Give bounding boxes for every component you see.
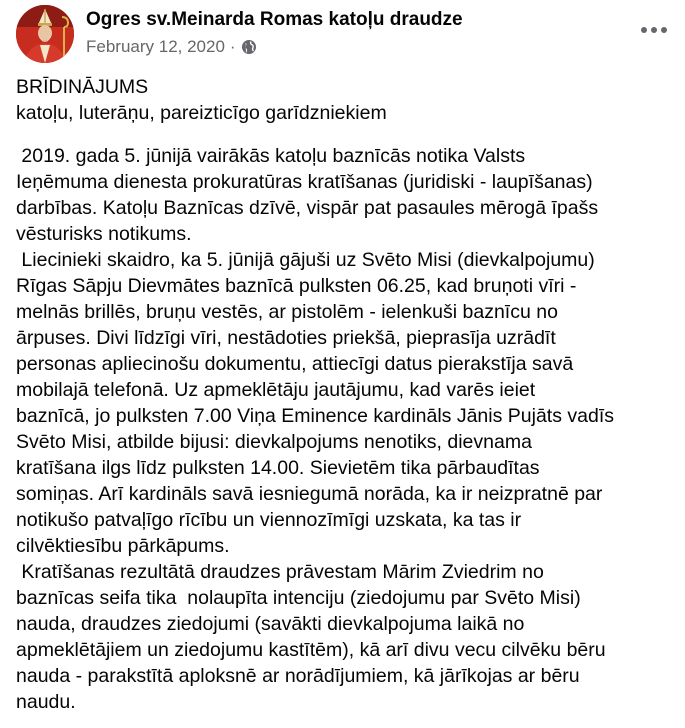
post-body-line: 2019. gada 5. jūnijā vairākās katoļu baznīcās notika Valsts — [16, 145, 526, 167]
post-body-line: ārpuses. Divi līdzīgi vīri, nestādoties priekšā, pieprasīja uzrādīt — [16, 327, 556, 349]
page-name-link[interactable]: Ogres sv.Meinarda Romas katoļu draudze — [86, 9, 463, 30]
post-body-line: baznīcas seifa tika nolaupīta intenciju (ziedojumu par Svēto Misi) — [16, 587, 581, 609]
bishop-portrait-icon — [16, 5, 74, 63]
more-options-icon — [641, 27, 647, 33]
post-body-line: notikušo patvaļīgo rīcību un viennozīmīgi uzskata, ka tas ir — [16, 509, 522, 531]
post-body-line: baznīcā, jo pulksten 7.00 Viņa Eminence kardināls Jānis Pujāts vadīs — [16, 405, 614, 427]
post-body-line: nauda, draudzes ziedojumi (savākti dievkalpojuma laikā no — [16, 613, 525, 635]
globe-icon[interactable] — [241, 39, 257, 55]
post-body-line: personas apliecinošu dokumentu, attiecīgi datus pierakstīja savā — [16, 353, 574, 375]
more-options-icon-dot — [661, 27, 667, 33]
post-body-line: mobilajā telefonā. Uz apmeklētāju jautājumu, kad varēs ieiet — [16, 379, 536, 401]
meta-separator: · — [229, 37, 236, 56]
post-body-line: naudu. — [16, 691, 76, 713]
paragraph-gap — [16, 126, 676, 143]
more-options-button[interactable] — [636, 16, 672, 44]
post-header — [0, 0, 685, 68]
post-body-line: darbības. Katoļu Baznīcas dzīvē, vispār pat pasaules mērogā īpašs — [16, 197, 599, 219]
post-body-line: vēsturisks notikums. — [16, 223, 192, 245]
post-body-line: Svēto Misi, atbilde bijusi: dievkalpojums nenotiks, dievnama — [16, 431, 532, 453]
post-body-line: Liecinieki skaidro, ka 5. jūnijā gājuši uz Svēto Misi (dievkalpojumu) — [16, 249, 595, 271]
post-text — [16, 74, 676, 715]
post-body-line: apmeklētājiem un ziedojumu kastītēm), kā arī divu vecu cilvēku bēru — [16, 639, 606, 661]
post-body-line: Ieņēmuma dienesta prokuratūras kratīšanas (juridiski - laupīšanas) — [16, 171, 593, 193]
post-meta — [86, 37, 257, 57]
post-body-line: cilvēktiesību pārkāpums. — [16, 535, 230, 557]
post-body-line: kratīšana ilgs līdz pulksten 14.00. Sievietēm tika pārbaudītas — [16, 457, 540, 479]
post-heading-line: katoļu, luterāņu, pareizticīgo garīdzniekiem — [16, 102, 387, 124]
post-body-line: Rīgas Sāpju Dievmātes baznīcā pulksten 06.25, kad bruņoti vīri - — [16, 275, 577, 297]
post-body-line: Kratīšanas rezultātā draudzes prāvestam Mārim Zviedrim no — [16, 561, 544, 583]
more-options-icon-dot — [651, 27, 657, 33]
post-heading-line: BRĪDINĀJUMS — [16, 76, 149, 98]
page-avatar[interactable] — [16, 5, 74, 63]
post-date-link[interactable]: February 12, 2020 — [86, 37, 225, 56]
post-body-line: nauda - parakstītā aploksnē ar norādījumiem, kā jārīkojas ar bēru — [16, 665, 580, 687]
post-body-line: melnās brillēs, bruņu vestēs, ar pistolēm - ielenkuši baznīcu no — [16, 301, 558, 323]
post-body-line: somiņas. Arī kardināls savā iesniegumā norāda, ka ir neizpratnē par — [16, 483, 603, 505]
